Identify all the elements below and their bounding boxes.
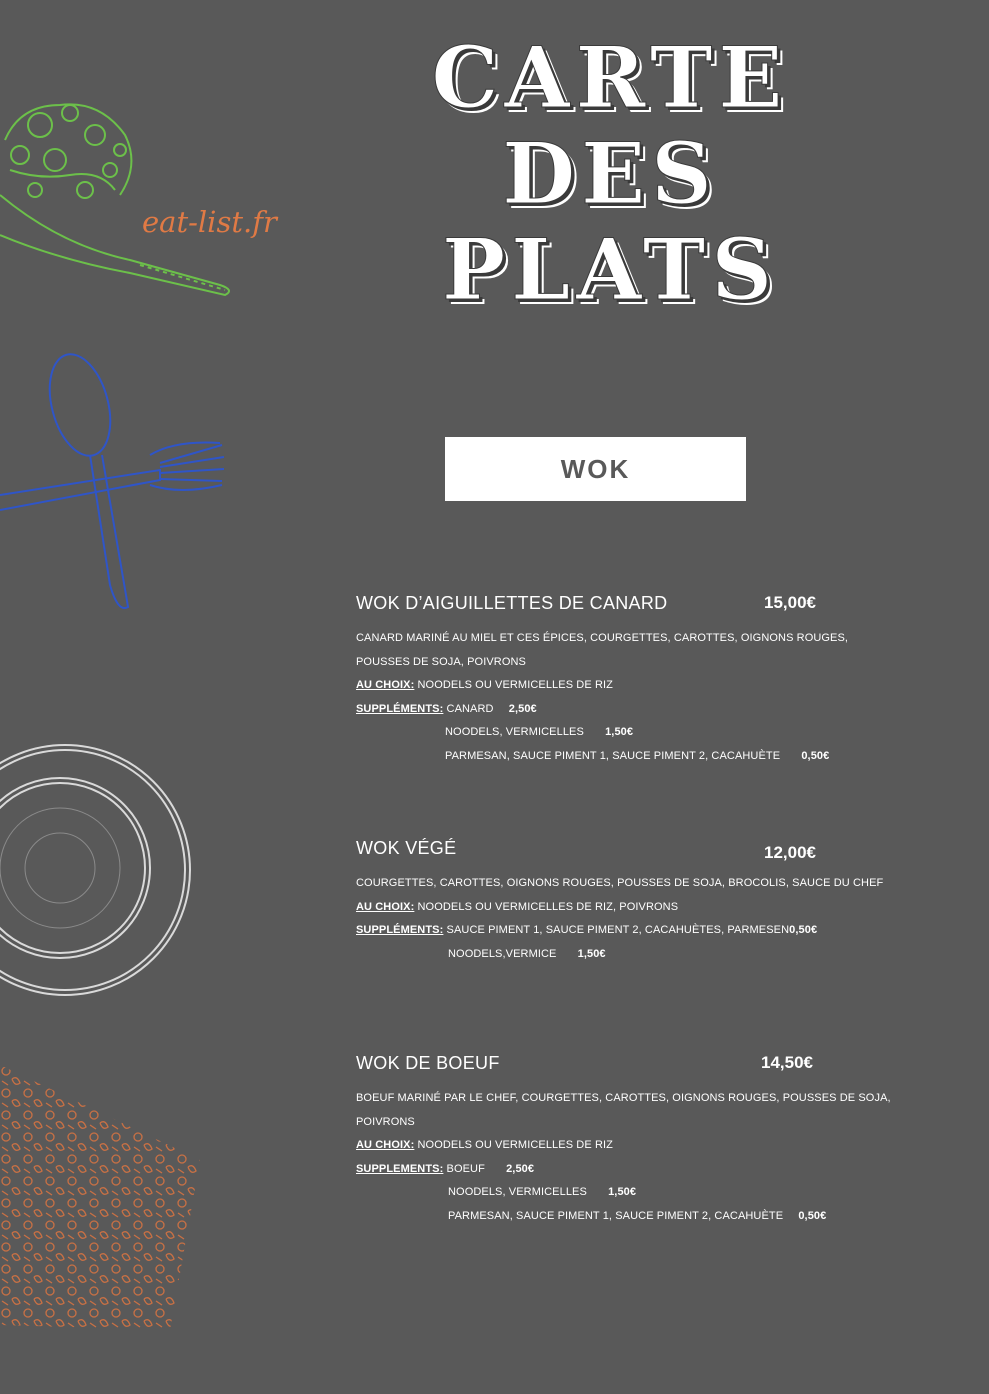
dish-price: 15,00€ <box>764 593 816 612</box>
dish-canard <box>356 593 916 768</box>
watermark: eat-list.fr <box>142 205 277 239</box>
supplement-price: 1,50€ <box>605 726 634 738</box>
supplement-line <box>356 745 916 769</box>
section-header-wok: WOK <box>445 437 746 501</box>
supplement-text: NOODELS, VERMICELLES <box>445 726 584 738</box>
menu-title <box>350 30 870 318</box>
supplement-price: 2,50€ <box>508 702 537 715</box>
dish-name: WOK DE BOEUF <box>356 1053 500 1073</box>
dish-description <box>356 872 916 896</box>
supplement-label: SUPPLÉMENTS: <box>356 924 444 936</box>
vegetables-knife-illustration <box>0 95 240 305</box>
supplement-price: 0,50€ <box>789 924 818 936</box>
dish-description <box>356 1087 916 1134</box>
choice-text: NOODELS OU VERMICELLES DE RIZ <box>417 1139 613 1151</box>
supplement-line <box>356 1158 916 1182</box>
dish-price: 14,50€ <box>761 1053 813 1072</box>
supplement-line <box>356 698 916 722</box>
supplement-text: BOEUF <box>446 1162 485 1175</box>
supplement-line <box>356 1205 916 1229</box>
supplement-text: NOODELS,VERMICE <box>448 947 557 960</box>
choice-line <box>356 896 916 920</box>
supplement-price: 1,50€ <box>608 1186 637 1198</box>
supplement-text: SAUCE PIMENT 1, SAUCE PIMENT 2, CACAHUÈTES, PARMESEN <box>446 924 790 936</box>
description-line: POIVRONS <box>356 1115 415 1128</box>
choice-label: AU CHOIX: <box>356 900 415 913</box>
dish-boeuf <box>356 1053 916 1228</box>
dish-name: WOK D’AIGUILLETTES DE CANARD <box>356 593 668 613</box>
title-line-2: DES <box>502 124 718 223</box>
supplement-text: PARMESAN, SAUCE PIMENT 1, SAUCE PIMENT 2, CACAHUÈTE <box>445 749 781 762</box>
title-line-3: PLATS <box>442 220 778 319</box>
choice-label: AU CHOIX: <box>356 679 415 691</box>
dish-price: 12,00€ <box>764 843 816 862</box>
supplement-price: 1,50€ <box>577 947 606 960</box>
choice-text: NOODELS OU VERMICELLES DE RIZ <box>417 679 613 691</box>
description-line: BOEUF MARINÉ PAR LE CHEF, COURGETTES, CAROTTES, OIGNONS ROUGES, POUSSES DE SOJA, <box>356 1092 891 1104</box>
description-line: CANARD MARINÉ AU MIEL ET CES ÉPICES, COURGETTES, CAROTTES, OIGNONS ROUGES, <box>356 632 849 644</box>
title-line-1: CARTE <box>431 28 789 127</box>
supplement-line <box>356 1181 916 1205</box>
choice-label: AU CHOIX: <box>356 1139 415 1151</box>
supplement-label: SUPPLEMENTS: <box>356 1162 444 1175</box>
food-pattern-napkin <box>0 1065 210 1335</box>
supplement-text: CANARD <box>446 702 494 715</box>
choice-line <box>356 674 916 698</box>
dish-name: WOK VÉGÉ <box>356 838 457 858</box>
description-line: POUSSES DE SOJA, POIVRONS <box>356 655 526 668</box>
dish-vege <box>356 838 916 966</box>
supplement-price: 2,50€ <box>506 1162 535 1175</box>
spoon-fork-illustration <box>0 345 240 625</box>
supplement-text: NOODELS, VERMICELLES <box>448 1186 587 1198</box>
choice-line <box>356 1134 916 1158</box>
supplement-label: SUPPLÉMENTS: <box>356 702 444 715</box>
description-line: COURGETTES, CAROTTES, OIGNONS ROUGES, POUSSES DE SOJA, BROCOLIS, SAUCE DU CHEF <box>356 877 884 889</box>
supplement-line <box>356 721 916 745</box>
choice-text: NOODELS OU VERMICELLES DE RIZ, POIVRONS <box>417 900 679 913</box>
supplement-line <box>356 943 916 967</box>
supplement-line <box>356 919 916 943</box>
dish-description <box>356 627 916 674</box>
plate-illustration <box>0 740 200 1005</box>
supplement-price: 0,50€ <box>801 749 830 762</box>
supplement-text: PARMESAN, SAUCE PIMENT 1, SAUCE PIMENT 2, CACAHUÈTE <box>448 1209 784 1222</box>
supplement-price: 0,50€ <box>798 1209 827 1222</box>
